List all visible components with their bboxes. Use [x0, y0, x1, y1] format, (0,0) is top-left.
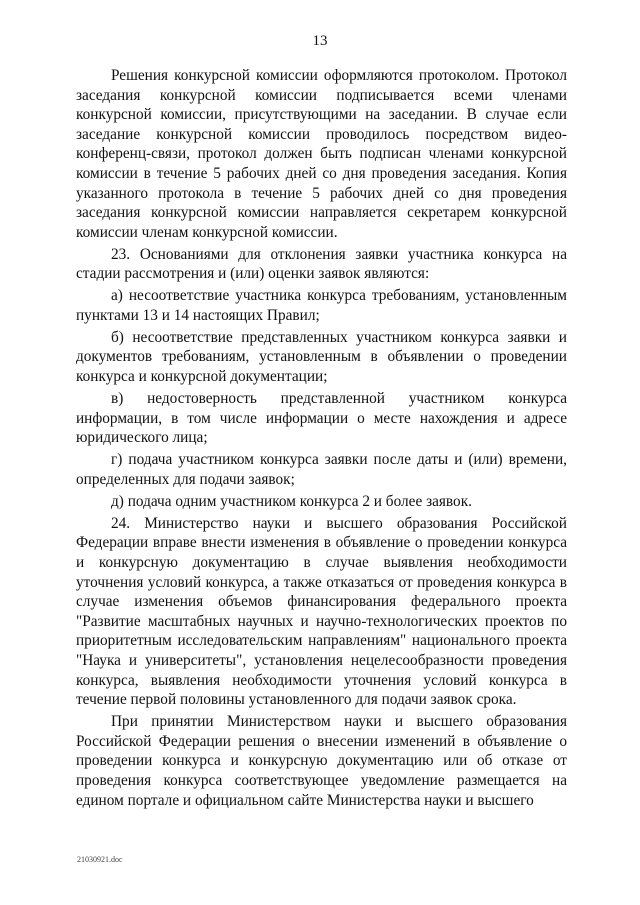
- paragraph-23-rejection-grounds: 23. Основаниями для отклонения заявки участника конкурса на стадии рассмотрения и (или) оценки заявок являются:: [76, 245, 567, 283]
- list-item-v: в) недостоверность представленной участником конкурса информации, в том числе информации о месте нахождения и адресе юридического лица;: [76, 390, 567, 447]
- paragraph-24-changes: 24. Министерство науки и высшего образования Российской Федерации вправе внести изменения в объявление о проведении конкурса и конкурсную документацию в случае выявления необходимости уточнения условий конкурса, а также отказаться от проведения конкурса в случае изменения объемов финансирования федерального проекта "Развитие масштабных научных и научно-технологических проектов по приоритетным исследовательским направлениям" национального проекта "Наука и университеты", установления нецелесообразности проведения конкурса, выявления необходимости уточнения условий конкурса в течение первой половины установленного для подачи заявок срока.: [76, 514, 567, 709]
- file-name-footer: 21030921.doc: [77, 855, 123, 864]
- document-body: [76, 66, 567, 810]
- list-item-d: д) подача одним участником конкурса 2 и более заявок.: [111, 492, 472, 510]
- list-item-g: г) подача участником конкурса заявки после даты и (или) времени, определенных для подачи заявок;: [76, 451, 567, 488]
- list-item-b: б) несоответствие представленных участником конкурса заявки и документов требованиям, установленным в объявлении о проведении конкурса и конкурсной документации;: [76, 328, 567, 386]
- paragraph-protocol: Решения конкурсной комиссии оформляются протоколом. Протокол заседания конкурсной комиссии подписывается всеми членами конкурсной комиссии, присутствующими на заседании. В случае если заседание конкурсной комиссии проводилось посредством видео-конференц-связи, протокол должен быть подписан членами конкурсной комиссии в течение 5 рабочих дней со дня проведения заседания. Копия указанного протокола в течение 5 рабочих дней со дня проведения заседания конкурсной комиссии направляется секретарем конкурсной комиссии членам конкурсной комиссии.: [76, 67, 567, 241]
- list-item-a: а) несоответствие участника конкурса требованиям, установленным пунктами 13 и 14 настоящих Правил;: [76, 287, 567, 324]
- paragraph-notification: При принятии Министерством науки и высшего образования Российской Федерации решения о внесении изменений в объявление о проведении конкурса и конкурсную документацию или об отказе от проведения конкурса соответствующее уведомление размещается на едином портале и официальном сайте Министерства науки и высшего: [76, 713, 567, 809]
- page-number: 13: [312, 33, 328, 49]
